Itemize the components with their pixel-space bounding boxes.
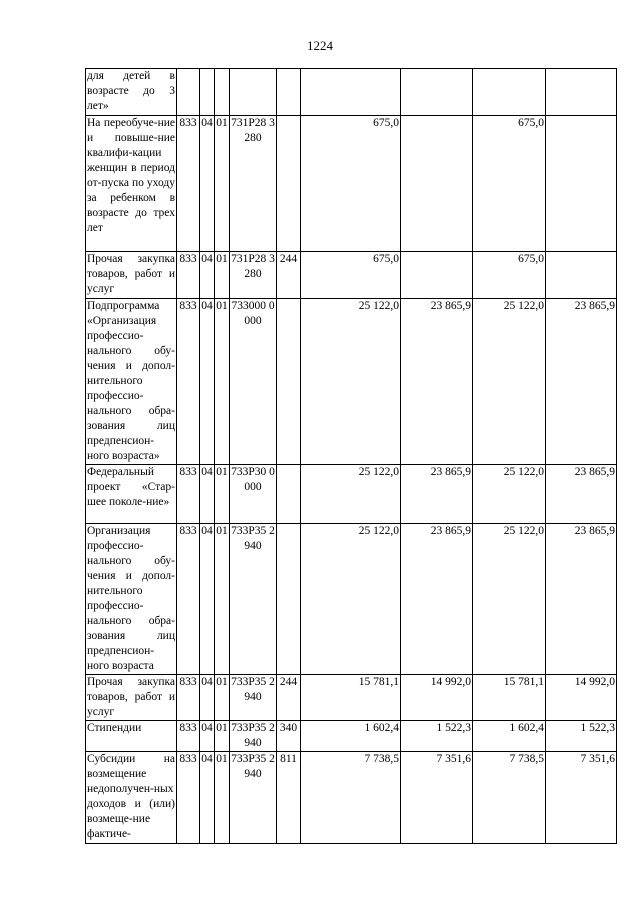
page-number: 1224 [307, 38, 333, 53]
cell-value-1: 25 122,0 [301, 299, 401, 465]
cell-csr: 731P28 3280 [230, 252, 277, 299]
cell-csr: 733P35 2940 [230, 524, 277, 675]
row-name: Стипендии [86, 721, 177, 752]
cell-gr: 833 [177, 252, 200, 299]
cell-value-3 [473, 69, 546, 116]
cell-pr: 01 [215, 116, 230, 252]
cell-rz: 04 [200, 465, 215, 524]
cell-value-3: 1 602,4 [473, 721, 546, 752]
cell-vr [277, 465, 301, 524]
row-name: На переобуче-ние и повыше-ние квалифи-кации женщин в период от-пуска по уходу за ребенком в возрасте до трех лет [86, 116, 177, 252]
row-name: для детей в возрасте до 3 лет» [86, 69, 177, 116]
cell-value-4: 14 992,0 [546, 675, 617, 721]
cell-value-1 [301, 69, 401, 116]
cell-rz: 04 [200, 299, 215, 465]
cell-pr: 01 [215, 465, 230, 524]
cell-value-2: 23 865,9 [401, 465, 473, 524]
table-row [86, 116, 617, 252]
cell-value-4: 23 865,9 [546, 299, 617, 465]
cell-gr: 833 [177, 116, 200, 252]
cell-pr: 01 [215, 299, 230, 465]
cell-value-1: 675,0 [301, 116, 401, 252]
cell-gr: 833 [177, 721, 200, 752]
cell-value-1: 15 781,1 [301, 675, 401, 721]
cell-value-1: 7 738,5 [301, 752, 401, 844]
cell-vr: 244 [277, 675, 301, 721]
cell-gr: 833 [177, 675, 200, 721]
cell-rz: 04 [200, 524, 215, 675]
cell-csr: 733P35 2940 [230, 675, 277, 721]
cell-gr: 833 [177, 465, 200, 524]
cell-value-1: 1 602,4 [301, 721, 401, 752]
row-name: Субсидии на возмещение недополучен-ных доходов и (или) возмеще-ние фактиче- [86, 752, 177, 844]
cell-rz: 04 [200, 675, 215, 721]
cell-gr: 833 [177, 299, 200, 465]
cell-value-2 [401, 69, 473, 116]
cell-value-3: 15 781,1 [473, 675, 546, 721]
row-name: Федеральный проект «Стар-шее поколе-ние» [86, 465, 177, 524]
cell-pr: 01 [215, 524, 230, 675]
cell-value-4: 7 351,6 [546, 752, 617, 844]
cell-vr [277, 299, 301, 465]
cell-csr: 731P28 3280 [230, 116, 277, 252]
cell-value-3: 675,0 [473, 252, 546, 299]
budget-table [85, 68, 617, 844]
cell-value-3: 675,0 [473, 116, 546, 252]
cell-vr: 340 [277, 721, 301, 752]
cell-value-1: 25 122,0 [301, 524, 401, 675]
cell-value-2: 1 522,3 [401, 721, 473, 752]
cell-pr: 01 [215, 675, 230, 721]
cell-pr: 01 [215, 721, 230, 752]
cell-gr [177, 69, 200, 116]
cell-vr: 244 [277, 252, 301, 299]
cell-value-2: 14 992,0 [401, 675, 473, 721]
row-name: Прочая закупка товаров, работ и услуг [86, 252, 177, 299]
cell-pr: 01 [215, 752, 230, 844]
cell-value-4: 1 522,3 [546, 721, 617, 752]
table-row [86, 69, 617, 116]
table-row [86, 721, 617, 752]
cell-csr [230, 69, 277, 116]
table-row [86, 465, 617, 524]
cell-value-3: 25 122,0 [473, 299, 546, 465]
cell-value-2: 23 865,9 [401, 524, 473, 675]
cell-value-4 [546, 69, 617, 116]
cell-value-2 [401, 252, 473, 299]
table-row [86, 752, 617, 844]
cell-rz: 04 [200, 252, 215, 299]
cell-vr: 811 [277, 752, 301, 844]
row-name: Прочая закупка товаров, работ и услуг [86, 675, 177, 721]
cell-value-3: 25 122,0 [473, 524, 546, 675]
table-row [86, 524, 617, 675]
cell-rz: 04 [200, 116, 215, 252]
cell-rz: 04 [200, 752, 215, 844]
cell-value-2 [401, 116, 473, 252]
cell-csr: 733P35 2940 [230, 721, 277, 752]
table-row [86, 252, 617, 299]
cell-value-3: 7 738,5 [473, 752, 546, 844]
table-row [86, 675, 617, 721]
row-name: Организация профессио-нального обу-чения и допол-нительного профессио-нального обра-зования лиц предпенсион-ного возраста [86, 524, 177, 675]
cell-vr [277, 524, 301, 675]
cell-vr [277, 116, 301, 252]
cell-vr [277, 69, 301, 116]
cell-rz [200, 69, 215, 116]
cell-value-2: 23 865,9 [401, 299, 473, 465]
cell-rz: 04 [200, 721, 215, 752]
cell-gr: 833 [177, 524, 200, 675]
cell-value-4 [546, 252, 617, 299]
cell-csr: 733000 0000 [230, 299, 277, 465]
cell-value-1: 675,0 [301, 252, 401, 299]
cell-value-4: 23 865,9 [546, 524, 617, 675]
cell-value-4 [546, 116, 617, 252]
cell-value-1: 25 122,0 [301, 465, 401, 524]
table-row [86, 299, 617, 465]
cell-csr: 733P35 2940 [230, 752, 277, 844]
cell-value-3: 25 122,0 [473, 465, 546, 524]
cell-value-2: 7 351,6 [401, 752, 473, 844]
cell-value-4: 23 865,9 [546, 465, 617, 524]
cell-csr: 733P30 0000 [230, 465, 277, 524]
cell-gr: 833 [177, 752, 200, 844]
row-name: Подпрограмма «Организация профессио-нального обу-чения и допол-нительного профессио-нального обра-зования лиц предпенсион-ного возраста» [86, 299, 177, 465]
cell-pr: 01 [215, 252, 230, 299]
cell-pr [215, 69, 230, 116]
